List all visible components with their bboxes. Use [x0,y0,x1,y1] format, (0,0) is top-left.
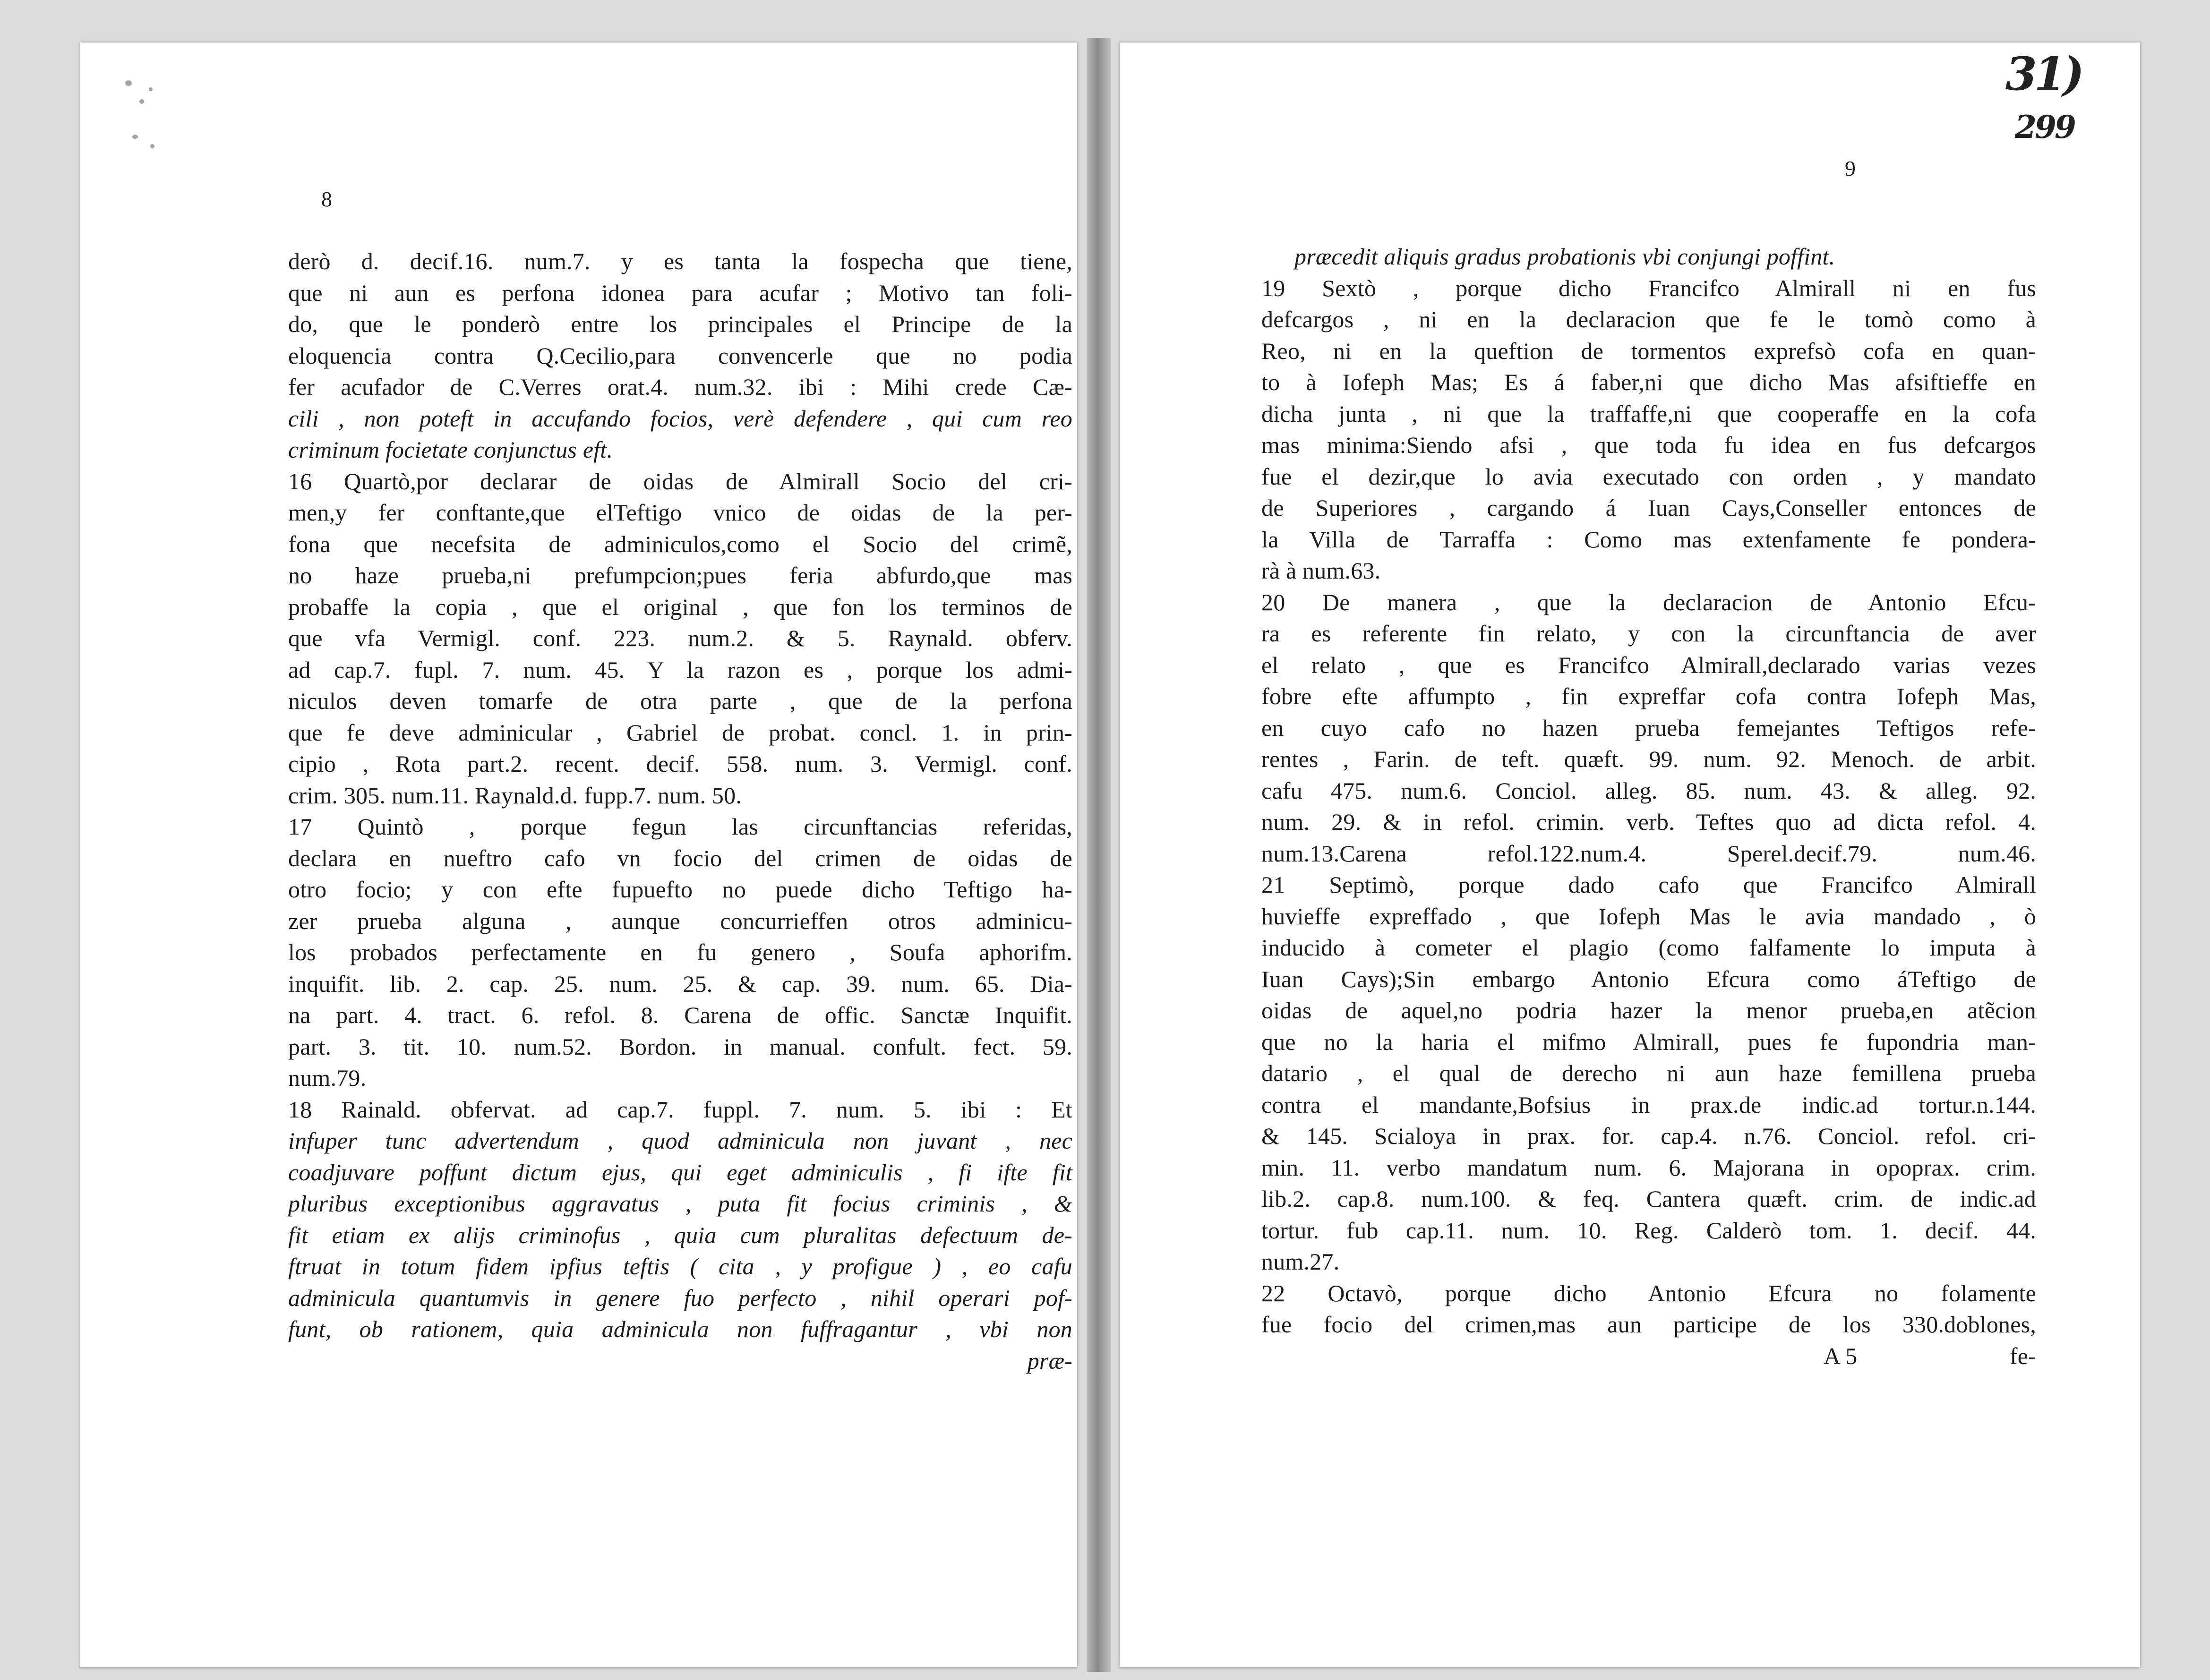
text-line: la Villa de Tarraffa : Como mas extenfamente fe pondera- [1261,526,2036,553]
text-line: inquifit. lib. 2. cap. 25. num. 25. & cap. 39. num. 65. Dia- [288,970,1072,997]
text-line: 16 Quartò,por declarar de oidas de Almirall Socio del cri- [288,468,1072,495]
text-line: 21 Septimò, porque dado cafo que Francifco Almirall [1261,871,2036,898]
handwritten-folio-number: 31) [2005,47,2082,101]
right-page-text [1261,241,2036,1372]
catchword: præ- [1027,1347,1072,1374]
text-line: que no la haria el mifmo Almirall, pues fe fupondria man- [1261,1028,2036,1055]
handwritten-folio-number: 299 [2015,109,2074,145]
text-line: num. 29. & in refol. crimin. verb. Teftes quo ad dicta refol. 4. [1261,809,2036,835]
text-line: mas minima:Siendo afsi , que toda fu idea en fus defcargos [1261,432,2036,458]
text-line: que ni aun es perfona idonea para acufar ; Motivo tan foli- [288,279,1072,306]
text-line: crim. 305. num.11. Raynald.d. fupp.7. num. 50. [288,782,742,809]
text-line: part. 3. tit. 10. num.52. Bordon. in manual. confult. fect. 59. [288,1033,1072,1060]
text-line: fue el dezir,que lo avia executado con orden , y mandato [1261,463,2036,490]
text-line: criminum focietate conjunctus eft. [288,436,613,463]
text-line: zer prueba alguna , aunque concurrieffen otros adminicu- [288,907,1072,934]
text-line: præcedit aliquis gradus probationis vbi conjungi poffint. [1294,243,1835,270]
text-line: funt, ob rationem, quia adminicula non fuffragantur , vbi non [288,1316,1072,1342]
text-line: derò d. decif.16. num.7. y es tanta la fospecha que tiene, [288,248,1072,274]
text-line: cili , non poteft in accufando focios, verè defendere , qui cum reo [288,405,1072,432]
text-line: num.13.Carena refol.122.num.4. Sperel.decif.79. num.46. [1261,840,2036,867]
text-line: Reo, ni en la queftion de tormentos exprefsò cofa en quan- [1261,337,2036,364]
right-page-number: 9 [1845,156,1856,180]
text-line: oidas de aquel,no podria hazer la menor prueba,en atẽcion [1261,997,2036,1023]
text-line: adminicula quantumvis in genere fuo perfecto , nihil operari pof- [288,1284,1072,1311]
text-line: to à Iofeph Mas; Es á faber,ni que dicho Mas afsiftieffe en [1261,369,2036,395]
catchword: fe- [2009,1342,2036,1369]
text-line: datario , el qual de derecho ni aun haze femillena prueba [1261,1060,2036,1086]
text-line: fona que necefsita de adminiculos,como el Socio del crimẽ, [288,530,1072,557]
text-line: niculos deven tomarfe de otra parte , que de la perfona [288,688,1072,714]
text-line: cipio , Rota part.2. recent. decif. 558. num. 3. Vermigl. conf. [288,750,1072,777]
text-line: 19 Sextò , porque dicho Francifco Almirall ni en fus [1261,274,2036,301]
text-line: huvieffe expreffado , que Iofeph Mas le avia mandado , ò [1261,903,2036,930]
text-line: los probados perfectamente en fu genero , Soufa aphorifm. [288,939,1072,965]
text-line: fit etiam ex alijs criminofus , quia cum pluralitas defectuum de- [288,1221,1072,1248]
text-line: cafu 475. num.6. Conciol. alleg. 85. num. 43. & alleg. 92. [1261,777,2036,804]
text-line: coadjuvare poffunt dictum ejus, qui eget adminiculis , fi ifte fit [288,1159,1072,1185]
text-line: defcargos , ni en la declaracion que fe le tomò como à [1261,306,2036,333]
text-line: ftruat in totum fidem ipfius teftis ( cita , y profigue ) , eo cafu [288,1253,1072,1279]
text-line: fer acufador de C.Verres orat.4. num.32. ibi : Mihi crede Cæ- [288,374,1072,400]
ink-stain [132,135,138,139]
text-line: probaffe la copia , que el original , que fon los terminos de [288,593,1072,620]
left-page [80,43,1077,1667]
text-line: rà à num.63. [1261,557,1381,584]
text-line: rentes , Farin. de teft. quæft. 99. num. 92. Menoch. de arbit. [1261,746,2036,772]
text-line: eloquencia contra Q.Cecilio,para convencerle que no podia [288,342,1072,369]
text-line: lib.2. cap.8. num.100. & feq. Cantera quæft. crim. de indic.ad [1261,1185,2036,1212]
ink-stain [125,80,132,86]
text-line: Iuan Cays);Sin embargo Antonio Efcura como áTeftigo de [1261,965,2036,992]
text-line: dicha junta , ni que la traffaffe,ni que cooperaffe en la cofa [1261,400,2036,427]
text-line: fue focio del crimen,mas aun participe de los 330.doblones, [1261,1311,2036,1338]
ink-stain [149,87,153,91]
text-line: num.27. [1261,1248,1340,1275]
left-page-number: 8 [321,187,332,211]
text-line: num.79. [288,1065,367,1091]
text-line: 18 Rainald. obfervat. ad cap.7. fuppl. 7. num. 5. ibi : Et [288,1096,1072,1123]
page-footer [1261,1340,2036,1372]
ink-stain [139,99,144,104]
text-line: otro focio; y con efte fupuefto no puede dicho Teftigo ha- [288,876,1072,903]
text-line: 22 Octavò, porque dicho Antonio Efcura no folamente [1261,1279,2036,1306]
signature-mark: A 5 [1824,1342,1858,1369]
text-line: na part. 4. tract. 6. refol. 8. Carena de offic. Sanctæ Inquifit. [288,1002,1072,1028]
text-line: inducido à cometer el plagio (como falfamente lo imputa à [1261,934,2036,961]
book-gutter [1087,38,1111,1672]
text-line: contra el mandante,Bofsius in prax.de indic.ad tortur.n.144. [1261,1091,2036,1118]
text-line: que fe deve adminicular , Gabriel de probat. concl. 1. in prin- [288,719,1072,746]
text-line: men,y fer conftante,que elTeftigo vnico de oidas de la per- [288,499,1072,526]
text-line: no haze prueba,ni prefumpcion;pues feria abfurdo,que mas [288,562,1072,588]
text-line: de Superiores , cargando á Iuan Cays,Conseller entonces de [1261,495,2036,521]
text-line: en cuyo cafo no hazen prueba femejantes Teftigos refe- [1261,714,2036,741]
left-page-text [288,246,1072,1376]
text-line: 17 Quintò , porque fegun las circunftancias referidas, [288,813,1072,840]
text-line: el relato , que es Francifco Almirall,declarado varias vezes [1261,651,2036,678]
text-line: ra es referente fin relato, y con la circunftancia de aver [1261,620,2036,647]
text-line: & 145. Scialoya in prax. for. cap.4. n.76. Conciol. refol. cri- [1261,1123,2036,1149]
text-line: min. 11. verbo mandatum num. 6. Majorana in opoprax. crim. [1261,1154,2036,1181]
ink-stain [150,144,154,148]
text-line: tortur. fub cap.11. num. 10. Reg. Calderò tom. 1. decif. 44. [1261,1217,2036,1244]
right-page [1120,43,2140,1667]
text-line: infuper tunc advertendum , quod adminicula non juvant , nec [288,1127,1072,1154]
text-line: ad cap.7. fupl. 7. num. 45. Y la razon es , porque los admi- [288,656,1072,683]
text-line: que vfa Vermigl. conf. 223. num.2. & 5. Raynald. obferv. [288,625,1072,651]
text-line: declara en nueftro cafo vn focio del crimen de oidas de [288,844,1072,871]
text-line: do, que le ponderò entre los principales el Principe de la [288,311,1072,337]
text-line: pluribus exceptionibus aggravatus , puta fit focius criminis , & [288,1190,1072,1217]
text-line: fobre efte affumpto , fin expreffar cofa contra Iofeph Mas, [1261,683,2036,709]
text-line: 20 De manera , que la declaracion de Antonio Efcu- [1261,588,2036,615]
